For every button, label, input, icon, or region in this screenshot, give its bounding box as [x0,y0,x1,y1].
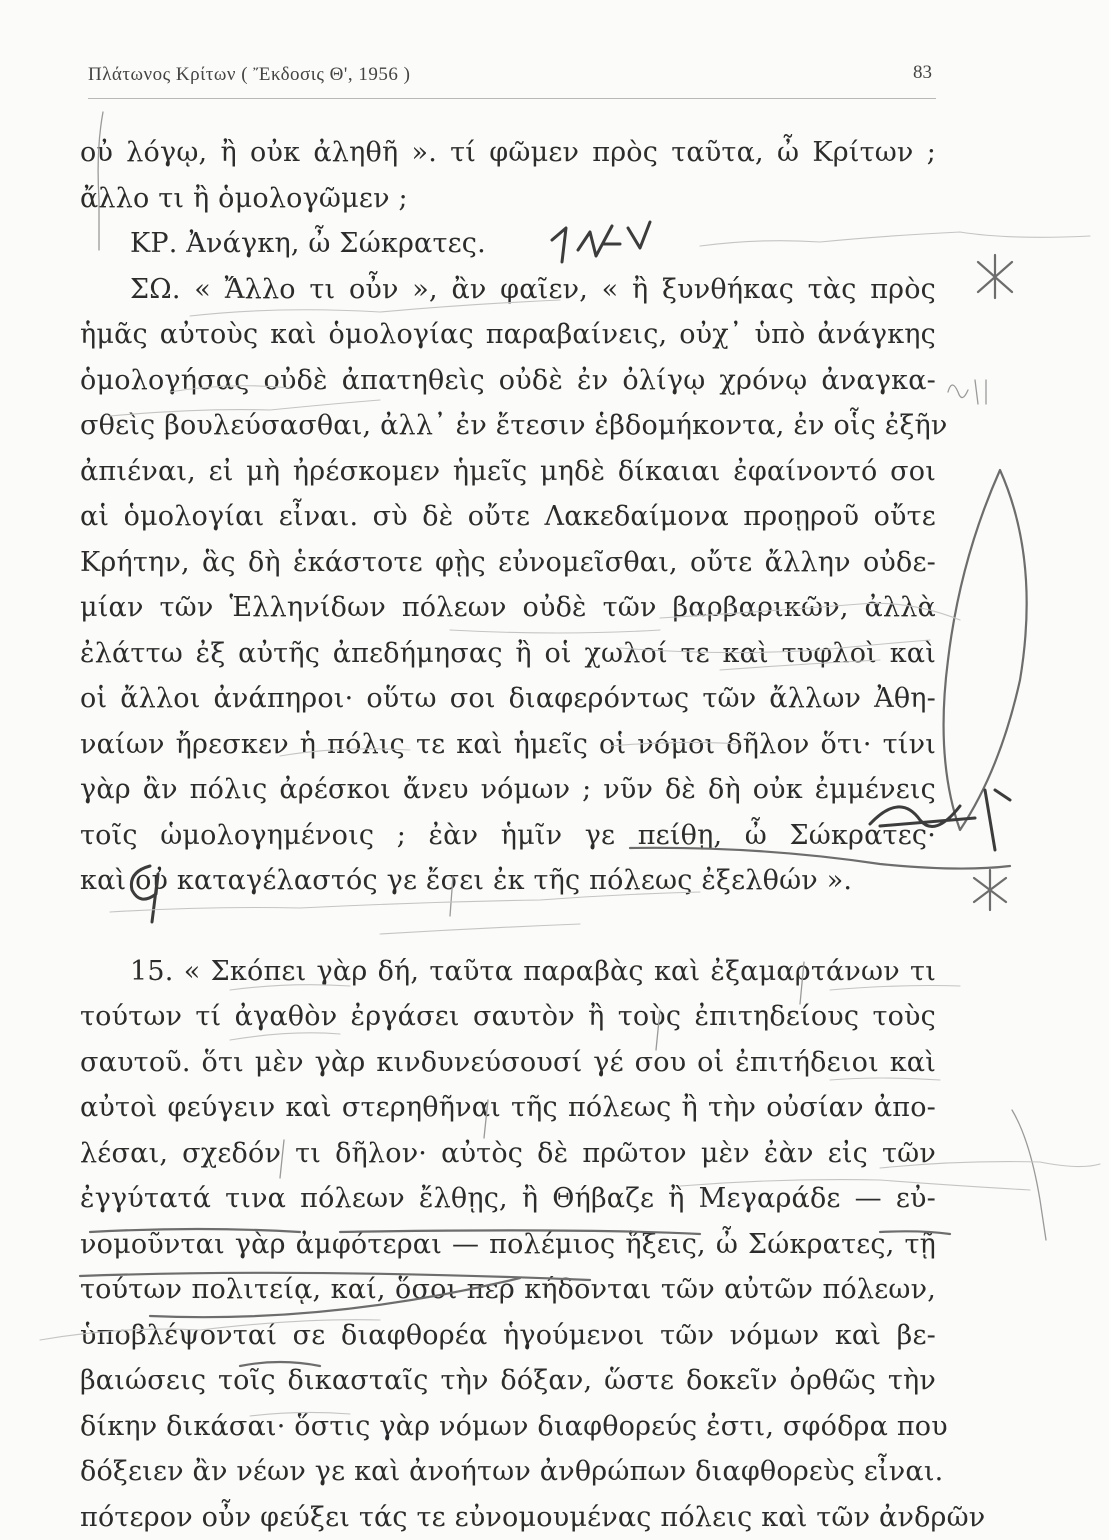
text-line: οἱ ἄλλοι ἀνάπηροι· οὕτω σοι διαφερόντως τῶν ἄλλων Ἀθη- [80,676,936,722]
text-line: σθεὶς βουλεύσασθαι, ἀλλ᾽ ἐν ἔτεσιν ἑβδομήκοντα, ἐν οἷς ἐξῆν [80,403,936,449]
asterisk-mark-2 [974,870,1006,910]
running-title: Πλάτωνος Κρίτων ( Ἔκδοσις Θ', 1956 ) [88,64,410,86]
speaker-line: ΣΩ. « Ἄλλο τι οὖν », ἂν φαῖεν, « ἢ ξυνθήκας τὰς πρὸς [80,267,936,313]
text-line: σαυτοῦ. ὅτι μὲν γὰρ κινδυνεύσουσί γέ σου οἱ ἐπιτήδειοι καὶ [80,1040,936,1086]
text-line: τούτων τί ἀγαθὸν ἐργάσει σαυτὸν ἢ τοὺς ἐπιτηδείους τοὺς [80,994,936,1040]
text-line: μίαν τῶν Ἑλληνίδων πόλεων οὐδὲ τῶν βαρβαρικῶν, ἀλλὰ [80,585,936,631]
text-line: βαιώσεις τοῖς δικασταῖς τὴν δόξαν, ὥστε δοκεῖν ὀρθῶς τὴν [80,1358,936,1404]
text-line: ὑποβλέψονταί σε διαφθορέα ἡγούμενοι τῶν νόμων καὶ βε- [80,1313,936,1359]
text-line: λέσαι, σχεδόν τι δῆλον· αὐτὸς δὲ πρῶτον μὲν ἐὰν εἰς τῶν [80,1131,936,1177]
text-line: αὐτοὶ φεύγειν καὶ στερηθῆναι τῆς πόλεως ἢ τὴν οὐσίαν ἀπο- [80,1085,936,1131]
text-line: ἡμᾶς αὐτοὺς καὶ ὁμολογίας παραβαίνεις, οὐχ᾽ ὑπὸ ἀνάγκης [80,312,936,358]
text-line: τούτων πολιτείᾳ, καί, ὅσοι περ κήδονται τῶν αὐτῶν πόλεων, [80,1267,936,1313]
margin-curve-mark [1012,1110,1046,1240]
text-line: τοῖς ὡμολογημένοις ; ἐὰν ἡμῖν γε πείθῃ, ὦ Σώκρατες· [80,813,936,859]
text-line: πότερον οὖν φεύξει τάς τε εὐνομουμένας πόλεις καὶ τῶν ἀνδρῶν [80,1495,936,1540]
speaker-line: ΚΡ. Ἀνάγκη, ὦ Σώκρατες. [80,221,936,267]
text-line: Κρήτην, ἃς δὴ ἑκάστοτε φῂς εὐνομεῖσθαι, οὔτε ἄλλην οὐδε- [80,540,936,586]
text-line: ἀπιέναι, εἰ μὴ ἠρέσκομεν ἡμεῖς μηδὲ δίκαιαι ἐφαίνοντό σοι [80,449,936,495]
text-line: οὐ λόγῳ, ἢ οὐκ ἀληθῆ ». τί φῶμεν πρὸς ταῦτα, ὦ Κρίτων ; [80,130,936,176]
leaf-bracket-mark [944,470,1027,830]
text-line: ἐγγύτατά τινα πόλεων ἔλθῃς, ἢ Θήβαζε ἢ Μεγαράδε — εὐ- [80,1176,936,1222]
body-text [80,130,936,1540]
text-line: νομοῦνται γὰρ ἀμφότεραι — πολέμιος ἥξεις, ὦ Σώκρατες, τῇ [80,1222,936,1268]
text-line: ναίων ἤρεσκεν ἡ πόλις τε καὶ ἡμεῖς οἱ νόμοι δῆλον ὅτι· τίνι [80,722,936,768]
text-line: αἱ ὁμολογίαι εἶναι. σὺ δὲ οὔτε Λακεδαίμονα προῃροῦ οὔτε [80,494,936,540]
section-start-line: 15. « Σκόπει γὰρ δή, ταῦτα παραβὰς καὶ ἐξαμαρτάνων τι [80,949,936,995]
text-line: καὶ οὐ καταγέλαστός γε ἔσει ἐκ τῆς πόλεως ἐξελθών ». [80,858,936,904]
running-header [88,62,936,99]
text-line: ὁμολογήσας οὐδὲ ἀπατηθεὶς οὐδὲ ἐν ὀλίγῳ χρόνῳ ἀναγκα- [80,358,936,404]
page-number: 83 [913,62,932,84]
text-line: δόξειεν ἂν νέων γε καὶ ἀνοήτων ἀνθρώπων διαφθορεὺς εἶναι. [80,1449,936,1495]
text-line: ἄλλο τι ἢ ὁμολογῶμεν ; [80,176,936,222]
text-line: δίκην δικάσαι· ὅστις γὰρ νόμων διαφθορεύς ἐστι, σφόδρα που [80,1404,936,1450]
asterisk-mark [978,255,1012,298]
text-line: ἐλάττω ἐξ αὐτῆς ἀπεδήμησας ἢ οἱ χωλοί τε καὶ τυφλοὶ καὶ [80,631,936,677]
text-line: γὰρ ἂν πόλις ἀρέσκοι ἄνευ νόμων ; νῦν δὲ δὴ οὐκ ἐμμένεις [80,767,936,813]
margin-scribble-mark [948,380,986,404]
paragraph-gap [80,904,936,949]
